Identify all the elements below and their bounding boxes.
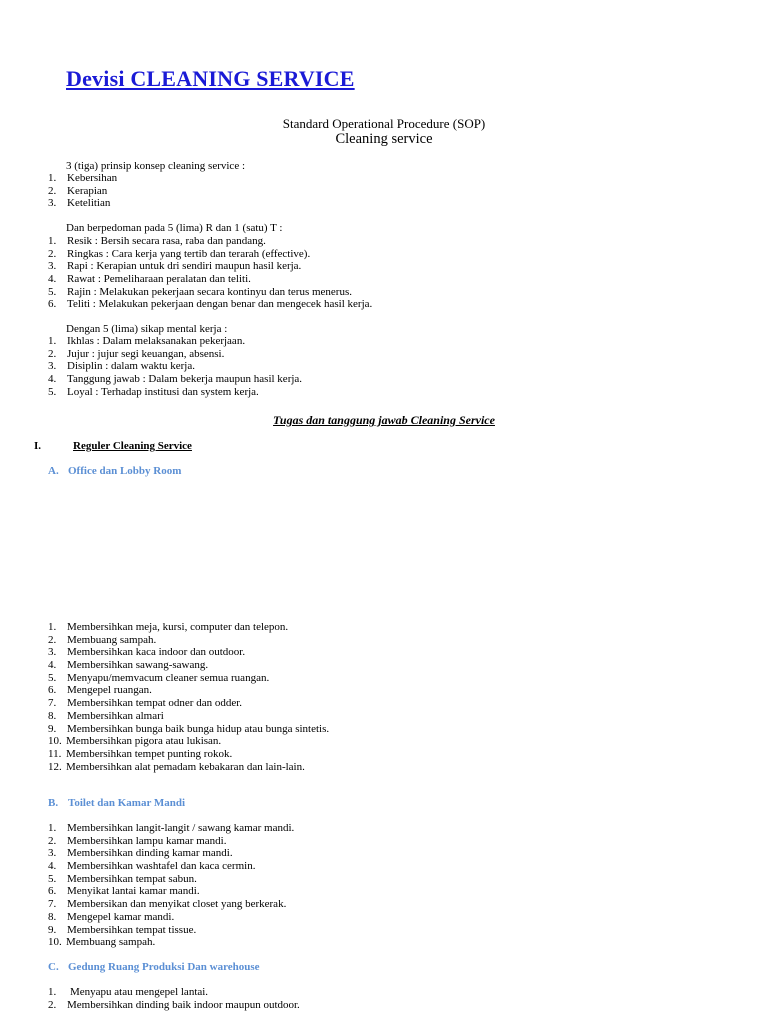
sikap-intro: Dengan 5 (lima) sikap mental kerja : <box>66 323 228 335</box>
tugas-heading: Tugas dan tanggung jawab Cleaning Service <box>273 413 495 427</box>
sop-title: Standard Operational Procedure (SOP) <box>282 116 486 131</box>
document-title: Devisi CLEANING SERVICE <box>66 66 355 91</box>
prinsip-intro: 3 (tiga) prinsip konsep cleaning service : <box>66 160 246 172</box>
sop-subtitle: Cleaning service <box>335 131 433 147</box>
document-page: Devisi CLEANING SERVICE Standard Operational Procedure (SOP) Cleaning service 3 (tiga) prinsip konsep cleaning service : 1. Kebersihan 2. Kerapian 3. Ketelitian Dan berpedoman pada 5 (lima) R dan 1 (satu) T : 1. Resik : Bersih secara rasa, raba dan pandang. 2. Ringkas : Cara kerja yang tertib dan terarah (effective). 3. Rapi : Kerapian untuk dri sendiri maupun hasil kerja. 4. Rawat : Pemeliharaan peralatan dan teliti. 5. Rajin : Melakukan pekerjaan secara kontinyu dan terus menerus. 6. Teliti : Melakukan pekerjaan dengan benar dan mengecek hasil kerja. Dengan 5 (lima) sikap mental kerja : 1. Ikhlas : Dalam melaksanakan pekerjaan. 2. Jujur : jujur segi keuangan, absensi. 3. Disiplin : dalam waktu kerja. 4. Tanggung jawab : Dalam bekerja maupun hasil kerja. 5. Loyal : Terhadap institusi dan system kerja. Tugas dan tanggung jawab Cleaning Service I. Reguler Cleaning Service A. Office dan Lobby Room 1. Membersihkan meja, kursi, computer dan telepon. 2. Membuang sampah. 3. Membersihkan kaca indoor dan outdoor. 4. Membersihkan sawang-sawang. 5. Menyapu/memvacum cleaner semua ruangan. 6. Mengepel ruangan. 7. Membersihkan tempat odner dan odder. 8. Membersihkan almari 9. Membersihkan bunga baik bunga hidup atau bunga sintetis. 10. Membersihkan pigora atau lukisan. 11. Membersihkan tempet punting rokok. 12. Membersihkan alat pemadam kebakaran dan lain-lain. B. Toilet dan Kamar Mandi 1. Membersihkan langit-langit / sawang kamar mandi. 2. Membersihkan lampu kamar mandi. 3. Membersihkan dinding kamar mandi. 4. Membersihkan washtafel dan kaca cermin. 5. Membersihkan tempat sabun. 6. Menyikat lantai kamar mandi. 7. Membersikan dan menyikat closet yang berkerak. 8. Mengepel kamar mandi. 9. Membersihkan tempat tissue. 10. Membuang sampah. C. Gedung Ruang Produksi Dan warehouse 1. Menyapu atau mengepel lantai. 2. Membersihkan dinding baik indoor maupun outdoor. <box>0 0 768 1024</box>
section-title: Reguler Cleaning Service <box>73 440 192 452</box>
section-number: I. <box>34 440 42 452</box>
pedoman-intro: Dan berpedoman pada 5 (lima) R dan 1 (satu) T : <box>66 222 283 234</box>
